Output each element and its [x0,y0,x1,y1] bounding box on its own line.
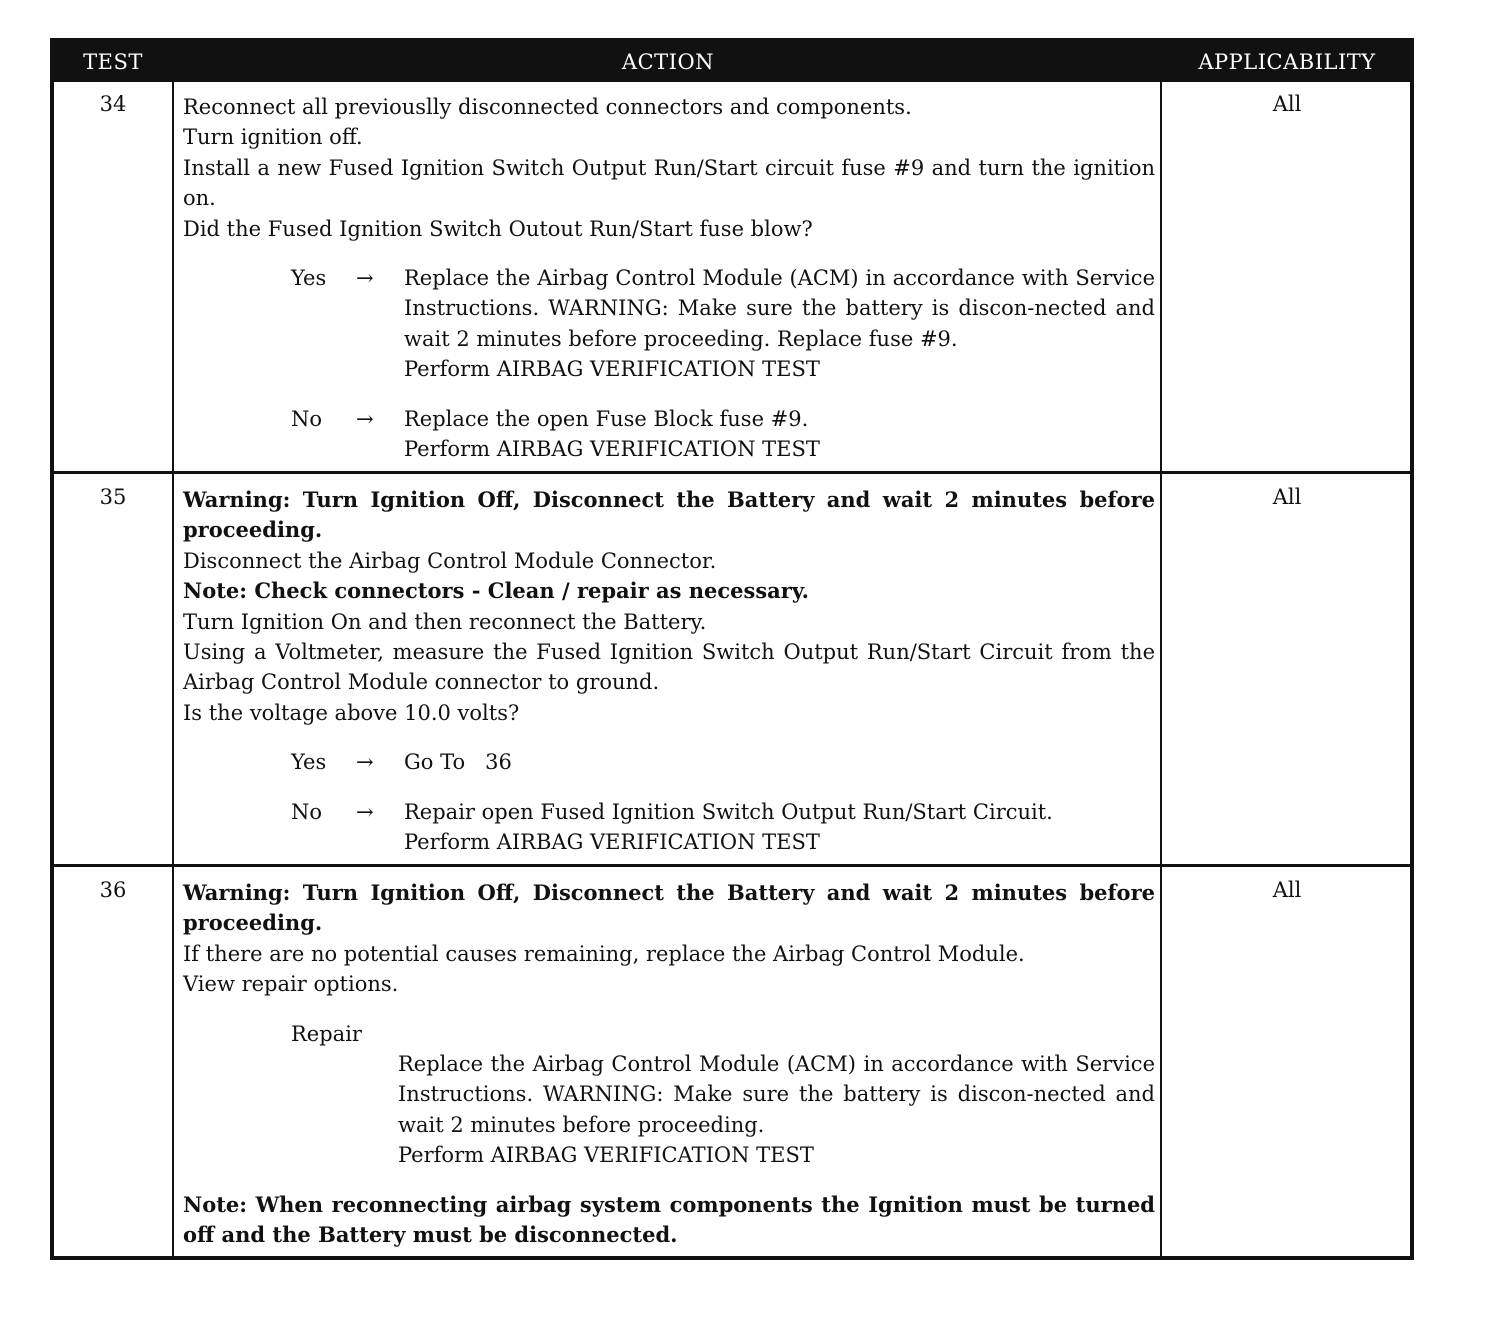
applicability-value: All [1272,92,1302,116]
yes-label: Yes [291,266,327,291]
test-number: 36 [99,878,127,902]
test-number: 34 [99,92,127,116]
no-text: Repair open Fused Ignition Switch Output Run/Start Circuit. [404,799,1053,824]
no-perform: Perform AIRBAG VERIFICATION TEST [404,830,820,855]
arrow-icon: → [356,406,374,431]
no-perform: Perform AIRBAG VERIFICATION TEST [404,437,820,462]
row-divider [54,864,1410,867]
yes-option [183,263,1155,385]
action-line: Disconnect the Airbag Control Module Connector. [183,548,717,573]
yes-label: Yes [291,750,327,775]
repair-perform: Perform AIRBAG VERIFICATION TEST [398,1143,814,1168]
arrow-icon: → [356,266,374,291]
warning-text: Warning: Turn Ignition Off, Disconnect the Battery and wait 2 minutes before proceeding. [183,880,1155,936]
action-cell-35 [183,485,1155,857]
warning-text: Warning: Turn Ignition Off, Disconnect the Battery and wait 2 minutes before proceeding. [183,487,1155,543]
action-line: Using a Voltmeter, measure the Fused Ignition Switch Output Run/Start Circuit from the Airbag Control Module connector to ground. [183,640,1155,695]
test-number: 35 [99,485,127,509]
arrow-icon: → [356,750,374,775]
repair-text: Replace the Airbag Control Module (ACM) in accordance with Service Instructions. WARNING: Make sure the battery is discon-nected and wait 2 minutes before proceeding. [398,1052,1155,1137]
action-cell-34 [183,92,1155,464]
applicability-value: All [1272,485,1302,509]
action-line: Turn Ignition On and then reconnect the Battery. [183,609,707,634]
yes-option [183,747,1155,777]
arrow-icon: → [356,799,374,824]
column-divider [172,82,174,1256]
yes-perform: Perform AIRBAG VERIFICATION TEST [404,357,820,382]
action-line: Install a new Fused Ignition Switch Output Run/Start circuit fuse #9 and turn the ignition on. [183,155,1155,211]
action-line: Did the Fused Ignition Switch Outout Run/Start fuse blow? [183,216,813,241]
table-header [54,42,1410,82]
header-applicability: APPLICABILITY [1198,50,1376,74]
action-line: Turn ignition off. [183,125,363,150]
no-option [183,797,1155,858]
repair-label: Repair [291,1021,362,1046]
yes-text: Go To 36 [404,750,512,775]
action-line: If there are no potential causes remaining, replace the Airbag Control Module. [183,941,1025,966]
no-label: No [291,406,323,431]
action-line: Reconnect all previouslly disconnected connectors and components. [183,95,912,119]
note-text: Note: When reconnecting airbag system components the Ignition must be turned off and the Battery must be disconnected. [183,1191,1155,1248]
no-option [183,404,1155,465]
no-label: No [291,799,323,824]
action-line: View repair options. [183,972,399,997]
header-test: TEST [83,50,143,74]
note-text: Note: Check connectors - Clean / repair as necessary. [183,578,809,604]
applicability-value: All [1272,878,1302,902]
action-cell-36 [183,878,1155,1250]
header-action: ACTION [621,50,715,74]
diagnostic-table [50,38,1414,1260]
row-divider [54,471,1410,474]
yes-text: Replace the Airbag Control Module (ACM) in accordance with Service Instructions. WARNING: Make sure the battery is discon-nected and wait 2 minutes before proceeding. Replace fuse #9. [404,266,1155,351]
no-text: Replace the open Fuse Block fuse #9. [404,406,809,431]
column-divider [1160,82,1162,1256]
action-line: Is the voltage above 10.0 volts? [183,700,520,725]
